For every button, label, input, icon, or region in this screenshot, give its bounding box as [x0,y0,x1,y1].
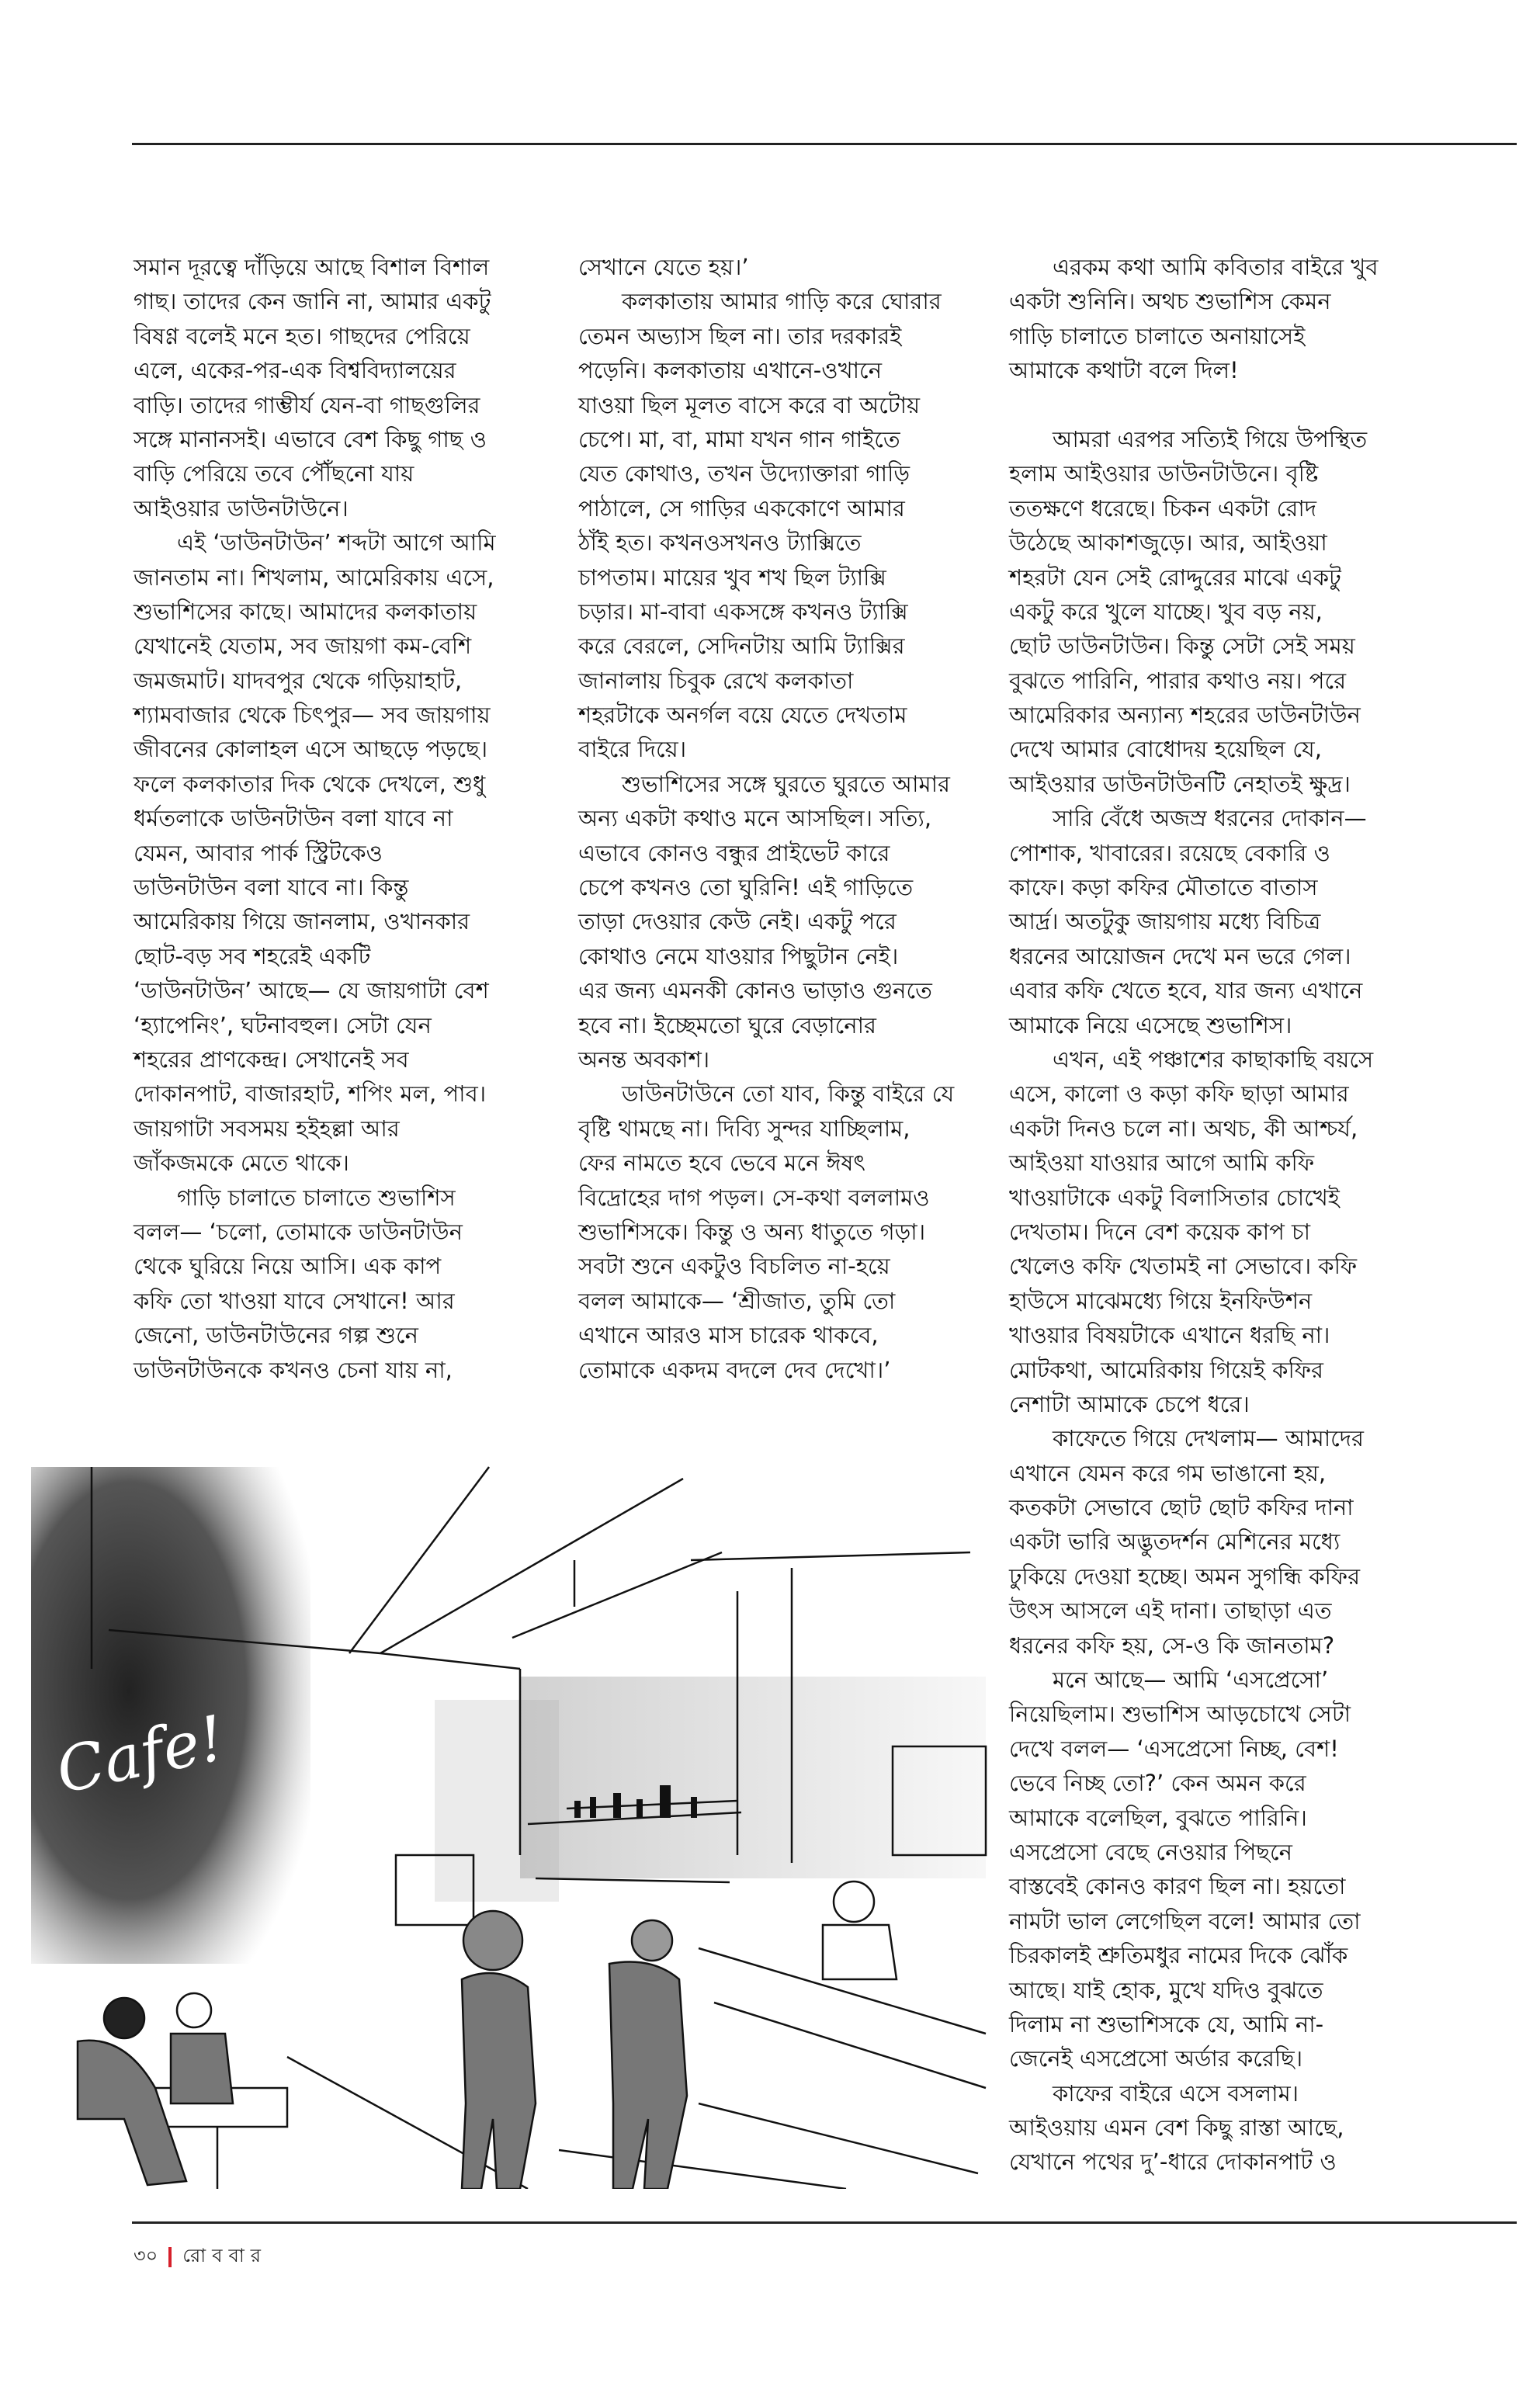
text-line: নামটা ভাল লেগেছিল বলে! আমার তো [1009,1907,1361,1934]
text-line: আমরা এরপর সত্যিই গিয়ে উপস্থিত [1053,425,1368,453]
text-line: ফের নামতে হবে ভেবে মনে ঈষৎ [578,1150,865,1177]
text-line: শহরটাকে অনর্গল বয়ে যেতে দেখতাম [578,702,907,729]
text-line: খেলেও কফি খেতামই না সেভাবে। কফি [1009,1253,1358,1280]
text-line: পাঠালে, সে গাড়ির এককোণে আমার [578,494,905,522]
text-line: ফলে কলকাতার দিক থেকে দেখলে, শুধু [134,770,486,797]
text-line: গাড়ি চালাতে চালাতে শুভাশিস [177,1184,456,1211]
text-line: ধরনের আয়োজন দেখে মন ভরে গেল। [1009,942,1351,969]
page-footer [134,2242,267,2273]
text-line: এখানে আরও মাস চারেক থাকবে, [578,1322,879,1349]
text-line: সবটা শুনে একটুও বিচলিত না-হয়ে [578,1253,890,1280]
text-line: অনন্ত অবকাশ। [578,1046,710,1073]
text-line: উঠেছে আকাশজুড়ে। আর, আইওয়া [1009,529,1327,557]
text-line: দেখে আমার বোধোদয় হয়েছিল যে, [1009,736,1322,763]
bottom-rule [132,2221,1517,2224]
text-line: বৃষ্টি থামছে না। দিব্যি সুন্দর যাচ্ছিলাম, [578,1115,910,1142]
text-line: জানালায় চিবুক রেখে কলকাতা [578,667,854,694]
text-line: অন্য একটা কথাও মনে আসছিল। সত্যি, [578,805,932,832]
text-line: উৎস আসলে এই দানা। তাছাড়া এত [1009,1597,1332,1625]
text-column-1 [134,250,506,1387]
text-line: আমাকে নিয়ে এসেছে শুভাশিস। [1009,1011,1292,1039]
text-line: তাড়া দেওয়ার কেউ নেই। একটু পরে [578,908,897,935]
text-line: আমাকে কথাটা বলে দিল! [1009,357,1239,384]
text-line: তোমাকে একদম বদলে দেব দেখো।’ [578,1356,891,1383]
text-line: দিলাম না শুভাশিসকে যে, আমি না- [1009,2010,1324,2038]
text-line: গাছ। তাদের কেন জানি না, আমার একটু [134,288,491,315]
text-line: চাপতাম। মায়ের খুব শখ ছিল ট্যাক্সি [578,564,886,591]
text-line: সেখানে যেতে হয়।’ [578,254,749,280]
top-rule [132,143,1517,145]
text-line: সারি বেঁধে অজস্র ধরনের দোকান— [1053,805,1367,832]
text-line: দোকানপাট, বাজারহাট, শপিং মল, পাব। [134,1080,487,1108]
text-line: চড়ার। মা-বাবা একসঙ্গে কখনও ট্যাক্সি [578,598,908,625]
text-line: মোটকথা, আমেরিকায় গিয়েই কফির [1009,1356,1323,1383]
text-line: বিদ্রোহের দাগ পড়ল। সে-কথা বললামও [578,1184,930,1211]
text-line: বুঝতে পারিনি, পারার কথাও নয়। পরে [1009,667,1347,694]
text-line: চেপে। মা, বা, মামা যখন গান গাইতে [578,425,900,453]
text-line: আইওয়া যাওয়ার আগে আমি কফি [1009,1150,1315,1177]
text-line: ধর্মতলাকে ডাউনটাউন বলা যাবে না [134,805,453,832]
text-line: আমাকে বলেছিল, বুঝতে পারিনি। [1009,1804,1307,1831]
text-line: বলল— ‘চলো, তোমাকে ডাউনটাউন [134,1218,463,1245]
text-line: শুভাশিসের কাছে। আমাদের কলকাতায় [134,598,477,625]
text-line: এখানে যেমন করে গম ভাঙানো হয়, [1009,1459,1327,1486]
text-line: থেকে ঘুরিয়ে নিয়ে আসি। এক কাপ [134,1253,442,1280]
text-line: শুভাশিসকে। কিন্তু ও অন্য ধাতুতে গড়া। [578,1218,926,1245]
text-line: ডাউনটাউন বলা যাবে না। কিন্তু [134,874,409,901]
text-line: এর জন্য এমনকী কোনও ভাড়াও গুনতে [578,977,932,1004]
text-line: বাড়ি। তাদের গাম্ভীর্য যেন-বা গাছগুলির [134,391,480,418]
text-line: করে বেরলে, সেদিনটায় আমি ট্যাক্সির [578,633,905,660]
text-line: কোথাও নেমে যাওয়ার পিছুটান নেই। [578,942,899,969]
text-line: ততক্ষণে ধরেছে। চিকন একটা রোদ [1009,494,1316,522]
text-line: সমান দূরত্বে দাঁড়িয়ে আছে বিশাল বিশাল [134,254,490,280]
cafe-illustration [31,1420,994,2189]
text-column-2 [578,250,982,1387]
text-line: দেখে বলল— ‘এসপ্রেসো নিচ্ছ, বেশ! [1009,1735,1339,1762]
text-line: ডাউনটাউনকে কখনও চেনা যায় না, [134,1356,453,1383]
text-line: একটা ভারি অদ্ভুতদর্শন মেশিনের মধ্যে [1009,1528,1341,1555]
text-line: ধরনের কফি হয়, সে-ও কি জানতাম? [1009,1632,1335,1659]
text-line: এরকম কথা আমি কবিতার বাইরে খুব [1053,254,1379,280]
text-line: জীবনের কোলাহল এসে আছড়ে পড়ছে। [134,736,488,763]
text-line: গাড়ি চালাতে চালাতে অনায়াসেই [1009,322,1306,349]
text-line: ঠাঁই হত। কখনওসখনও ট্যাক্সিতে [578,529,862,557]
text-line: বাইরে দিয়ে। [578,736,687,763]
text-line: একটা দিনও চলে না। অথচ, কী আশ্চর্য, [1009,1115,1358,1142]
text-line: ছোট-বড় সব শহরেই একটি [134,942,371,969]
text-line: একটা শুনিনি। অথচ শুভাশিস কেমন [1009,288,1331,315]
text-line: শুভাশিসের সঙ্গে ঘুরতে ঘুরতে আমার [622,770,950,797]
text-line: খাওয়ার বিষয়টাকে এখানে ধরছি না। [1009,1322,1330,1349]
text-line: আইওয়ার ডাউনটাউনটি নেহাতই ক্ষুদ্র। [1009,770,1351,797]
text-line: পোশাক, খাবারের। রয়েছে বেকারি ও [1009,839,1330,866]
text-line: একটু করে খুলে যাচ্ছে। খুব বড় নয়, [1009,598,1323,625]
text-line: জায়গাটা সবসময় হইহল্লা আর [134,1115,400,1142]
text-line: শহরটা যেন সেই রোদ্দুরের মাঝে একটু [1009,564,1341,591]
text-line: এসপ্রেসো বেছে নেওয়ার পিছনে [1009,1838,1292,1865]
text-line: এভাবে কোনও বন্ধুর প্রাইভেট কারে [578,839,890,866]
text-line: শ্যামবাজার থেকে চিৎপুর— সব জায়গায় [134,702,491,729]
text-line: জেনেই এসপ্রেসো অর্ডার করেছি। [1009,2045,1303,2072]
footer-divider [168,2247,172,2267]
text-line: তেমন অভ্যাস ছিল না। তার দরকারই [578,322,902,349]
cafe-sign: Cafe! [50,1701,231,1808]
text-line: আমেরিকায় গিয়ে জানলাম, ওখানকার [134,908,470,935]
page-number: ৩০ [134,2245,158,2266]
text-line: হবে না। ইচ্ছেমতো ঘুরে বেড়ানোর [578,1011,876,1039]
text-line: ‘ডাউনটাউন’ আছে— যে জায়গাটা বেশ [134,977,489,1004]
text-line: কলকাতায় আমার গাড়ি করে ঘোরার [622,288,942,315]
text-line: শহরের প্রাণকেন্দ্র। সেখানেই সব [134,1046,409,1073]
text-line: যেমন, আবার পার্ক স্ট্রিটকেও [134,839,383,866]
text-line: জেনো, ডাউনটাউনের গল্প শুনে [134,1322,418,1349]
text-line: আর্দ্র। অতটুকু জায়গায় মধ্যে বিচিত্র [1009,908,1321,935]
text-line: দেখতাম। দিনে বেশ কয়েক কাপ চা [1009,1218,1311,1245]
text-line: চিরকালই শ্রুতিমধুর নামের দিকে ঝোঁক [1009,1942,1348,1969]
text-line: কাফে। কড়া কফির মৌতাতে বাতাস [1009,874,1318,901]
text-line: এবার কফি খেতে হবে, যার জন্য এখানে [1009,977,1363,1004]
text-line: এসে, কালো ও কড়া কফি ছাড়া আমার [1009,1080,1349,1108]
text-line: মনে আছে— আমি ‘এসপ্রেসো’ [1053,1666,1329,1694]
text-line: বাস্তবেই কোনও কারণ ছিল না। হয়তো [1009,1873,1346,1900]
text-line: কফি তো খাওয়া যাবে সেখানে! আর [134,1287,455,1314]
text-line: কাফেতে গিয়ে দেখলাম— আমাদের [1053,1425,1364,1452]
text-line: নেশাটা আমাকে চেপে ধরে। [1009,1390,1250,1417]
text-line: যাওয়া ছিল মূলত বাসে করে বা অটোয় [578,391,921,418]
text-line: এখন, এই পঞ্চাশের কাছাকাছি বয়সে [1053,1046,1374,1073]
text-line: আমেরিকার অন্যান্য শহরের ডাউনটাউন [1009,702,1361,729]
text-line: যেখানেই যেতাম, সব জায়গা কম-বেশি [134,633,472,660]
text-line: কাফের বাইরে এসে বসলাম। [1053,2079,1299,2107]
text-line: ছোট ডাউনটাউন। কিন্তু সেটা সেই সময় [1009,633,1355,660]
text-line: খাওয়াটাকে একটু বিলাসিতার চোখেই [1009,1184,1340,1211]
text-line: জাঁকজমকে মেতে থাকে। [134,1150,349,1177]
text-line: এই ‘ডাউনটাউন’ শব্দটা আগে আমি [177,529,496,557]
text-line: ডাউনটাউনে তো যাব, কিন্তু বাইরে যে [622,1080,955,1108]
text-line: বাড়ি পেরিয়ে তবে পৌঁছনো যায় [134,460,414,487]
text-line: ভেবে নিচ্ছ তো?’ কেন অমন করে [1009,1770,1306,1797]
text-line: যেত কোথাও, তখন উদ্যোক্তারা গাড়ি [578,460,910,487]
text-line: নিয়েছিলাম। শুভাশিস আড়চোখে সেটা [1009,1701,1351,1728]
text-line: এলে, একের-পর-এক বিশ্ববিদ্যালয়ের [134,357,456,384]
text-line: আছে। যাই হোক, মুখে যদিও বুঝতে [1009,1976,1323,2003]
text-line: ‘হ্যাপেনিং’, ঘটনাবহুল। সেটা যেন [134,1011,432,1039]
text-line: যেখানে পথের দু’-ধারে দোকানপাট ও [1009,2148,1337,2176]
text-line: আইওয়ায় এমন বেশ কিছু রাস্তা আছে, [1009,2114,1344,2142]
magazine-name: রোববার [182,2245,267,2266]
text-line: বলল আমাকে— ‘শ্রীজাত, তুমি তো [578,1287,896,1314]
text-line: জানতাম না। শিখলাম, আমেরিকায় এসে, [134,564,494,591]
text-line: চেপে কখনও তো ঘুরিনি! এই গাড়িতে [578,874,914,901]
text-column-3 [1009,250,1428,2180]
text-line: ঢুকিয়ে দেওয়া হচ্ছে। অমন সুগন্ধি কফির [1009,1562,1361,1590]
text-line: হাউসে মাঝেমধ্যে গিয়ে ইনফিউশন [1009,1287,1313,1314]
text-line: আইওয়ার ডাউনটাউনে। [134,494,349,522]
text-line: জমজমাট। যাদবপুর থেকে গড়িয়াহাট, [134,667,463,694]
text-line: সঙ্গে মানানসই। এভাবে বেশ কিছু গাছ ও [134,425,487,453]
text-line: হলাম আইওয়ার ডাউনটাউনে। বৃষ্টি [1009,460,1319,487]
text-line: পড়েনি। কলকাতায় এখানে-ওখানে [578,357,883,384]
text-line: বিষণ্ণ বলেই মনে হত। গাছদের পেরিয়ে [134,322,470,349]
text-line: কতকটা সেভাবে ছোট ছোট কফির দানা [1009,1494,1354,1521]
blank-line [1009,388,1428,422]
